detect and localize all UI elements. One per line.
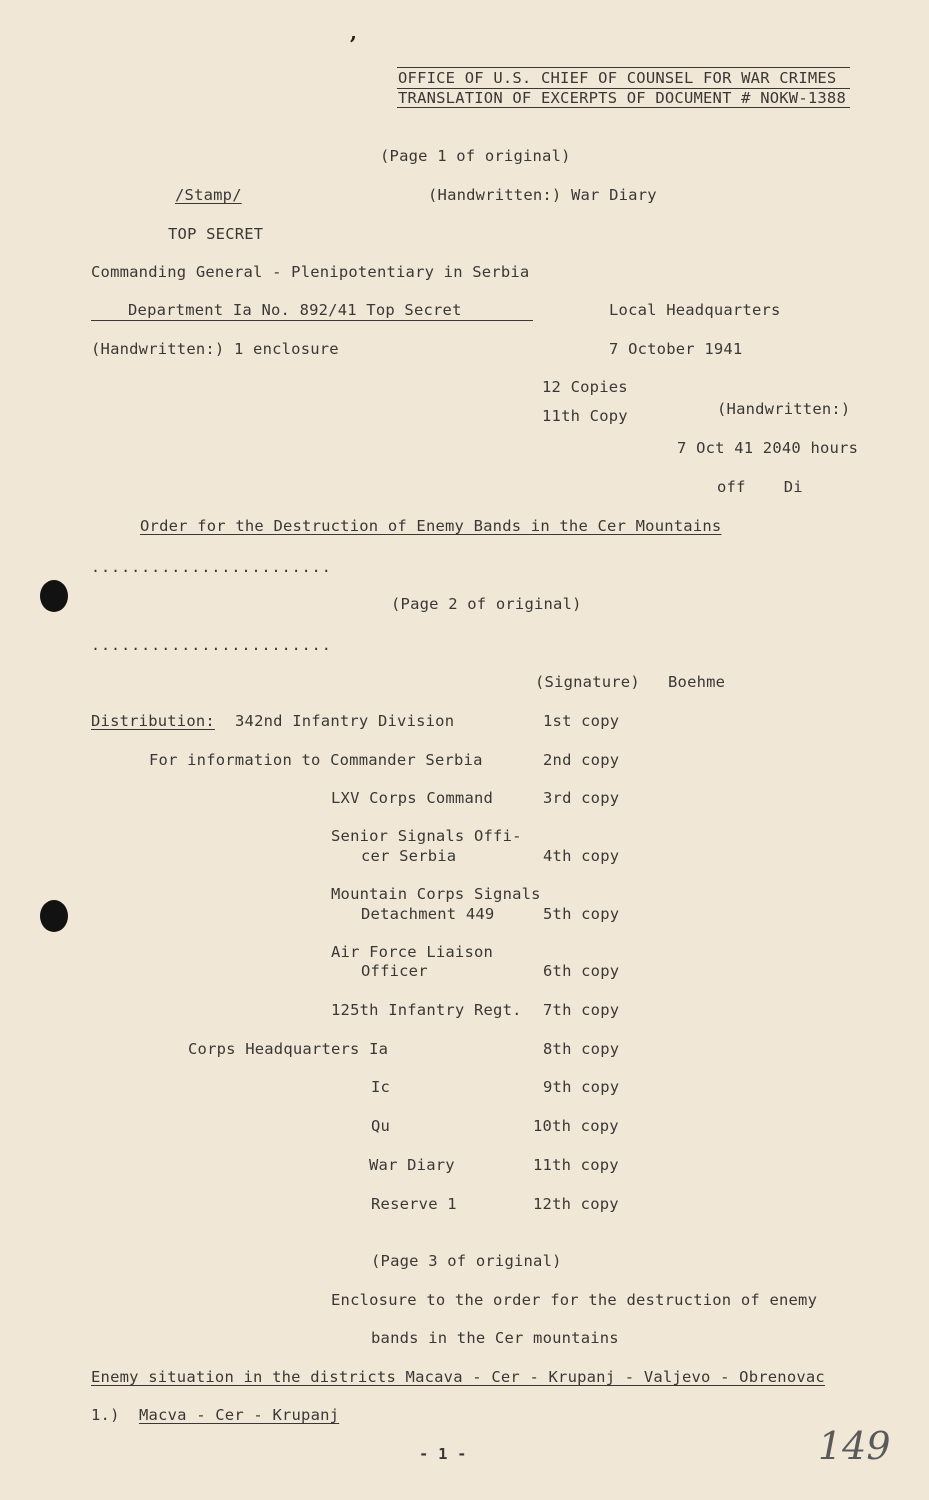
distribution-recipient: LXV Corps Command <box>331 789 494 807</box>
ellipsis-separator-2: ........................ <box>91 636 332 654</box>
issuer: Commanding General - Plenipotentiary in Serbia <box>91 263 530 281</box>
distribution-recipient: Reserve 1 <box>371 1195 457 1213</box>
distribution-recipient-continued: Detachment 449 <box>361 905 495 923</box>
distribution-recipient: For information to Commander Serbia <box>149 751 483 769</box>
local-headquarters: Local Headquarters <box>609 301 781 319</box>
distribution-copy: 5th copy <box>543 905 620 923</box>
classification: TOP SECRET <box>168 225 264 243</box>
enclosure-note: (Handwritten:) 1 enclosure <box>91 340 339 358</box>
item-1-number: 1.) <box>91 1406 120 1424</box>
enclosure-line-2: bands in the Cer mountains <box>371 1329 619 1347</box>
page-3-label: (Page 3 of original) <box>371 1252 562 1270</box>
distribution-copy: 7th copy <box>543 1001 620 1019</box>
distribution-recipient: Mountain Corps Signals <box>331 885 541 903</box>
page-2-label: (Page 2 of original) <box>391 595 582 613</box>
distribution-recipient: Qu <box>371 1117 391 1135</box>
copy-number: 11th Copy <box>542 407 628 425</box>
distribution-copy: 6th copy <box>543 962 620 980</box>
handwritten-label: (Handwritten:) <box>717 400 851 418</box>
copies-count: 12 Copies <box>542 378 628 396</box>
header-line-1: OFFICE OF U.S. CHIEF OF COUNSEL FOR WAR CRIMES <box>398 69 837 87</box>
distribution-label: Distribution: <box>91 712 215 730</box>
handwritten-page-number: 149 <box>818 1424 891 1468</box>
item-1-text: Macva - Cer - Krupanj <box>139 1406 340 1424</box>
distribution-copy: 4th copy <box>543 847 620 865</box>
distribution-copy: 10th copy <box>533 1117 619 1135</box>
distribution-recipient: 125th Infantry Regt. <box>331 1001 522 1019</box>
off-di: off Di <box>717 478 803 496</box>
enemy-situation-heading: Enemy situation in the districts Macava - Cer - Krupanj - Valjevo - Obrenovac <box>91 1368 825 1386</box>
distribution-copy: 3rd copy <box>543 789 620 807</box>
distribution-copy: 2nd copy <box>543 751 620 769</box>
signature-name: Boehme <box>668 673 726 691</box>
page-number: - 1 - <box>419 1445 467 1463</box>
distribution-recipient: Air Force Liaison <box>331 943 494 961</box>
department-rule <box>91 320 533 321</box>
distribution-copy: 8th copy <box>543 1040 620 1058</box>
punch-hole-bottom <box>40 900 68 932</box>
department: Department Ia No. 892/41 Top Secret <box>128 301 462 319</box>
handwritten-time: 7 Oct 41 2040 hours <box>677 439 859 457</box>
header-rule-bottom <box>397 107 850 108</box>
ink-mark: , <box>350 20 357 44</box>
page-1-label: (Page 1 of original) <box>380 147 571 165</box>
distribution-recipient: Corps Headquarters Ia <box>188 1040 389 1058</box>
stamp-label: /Stamp/ <box>175 186 242 204</box>
handwritten-war-diary: (Handwritten:) War Diary <box>428 186 657 204</box>
enclosure-line-1: Enclosure to the order for the destruction of enemy <box>331 1291 818 1309</box>
distribution-copy: 1st copy <box>543 712 620 730</box>
punch-hole-top <box>40 580 68 612</box>
distribution-copy: 11th copy <box>533 1156 619 1174</box>
signature-label: (Signature) <box>535 673 640 691</box>
distribution-recipient-continued: Officer <box>361 962 428 980</box>
distribution-copy: 12th copy <box>533 1195 619 1213</box>
distribution-recipient-continued: cer Serbia <box>361 847 457 865</box>
distribution-recipient: Senior Signals Offi- <box>331 827 522 845</box>
distribution-recipient: 342nd Infantry Division <box>235 712 455 730</box>
document-date: 7 October 1941 <box>609 340 743 358</box>
ellipsis-separator-1: ........................ <box>91 558 332 576</box>
distribution-copy: 9th copy <box>543 1078 620 1096</box>
distribution-recipient: War Diary <box>369 1156 455 1174</box>
header-line-2: TRANSLATION OF EXCERPTS OF DOCUMENT # NOKW-1388 <box>398 89 846 107</box>
order-title: Order for the Destruction of Enemy Bands in the Cer Mountains <box>140 517 722 535</box>
distribution-recipient: Ic <box>371 1078 391 1096</box>
